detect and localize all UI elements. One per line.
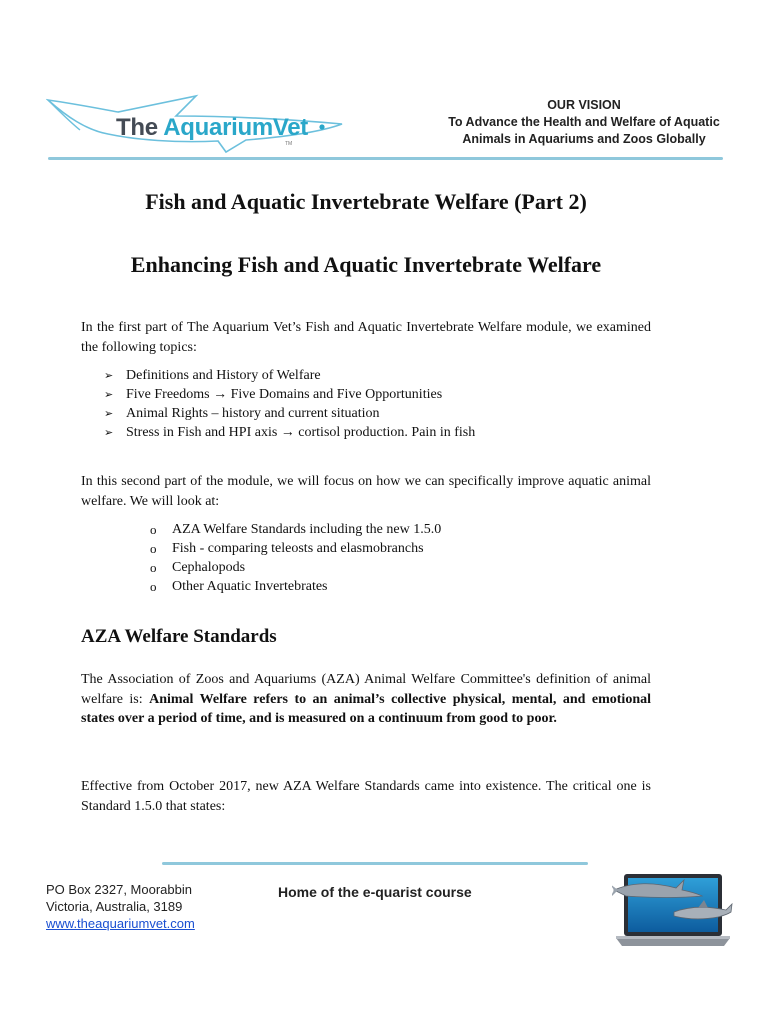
list-item: ➢ Definitions and History of Welfare	[104, 368, 321, 383]
list-item: o Other Aquatic Invertebrates	[150, 579, 328, 594]
address-line-1: PO Box 2327, Moorabbin	[46, 882, 192, 897]
logo-wordmark	[116, 114, 308, 142]
document-title: Fish and Aquatic Invertebrate Welfare (Part 2)	[145, 189, 587, 214]
website-link[interactable]: www.theaquariumvet.com	[46, 916, 195, 931]
list-item: o Fish - comparing teleosts and elasmobranchs	[150, 541, 424, 556]
vision-heading: OUR VISION	[547, 98, 621, 112]
focus-list	[150, 520, 441, 596]
header-divider	[48, 157, 723, 160]
list-item: o AZA Welfare Standards including the new 1.5.0	[150, 522, 442, 537]
postal-address	[46, 881, 195, 932]
definition-bold: Animal Welfare refers to an animal’s collective physical, mental, and emotional states over a period of time, and is measured on a continuum from good to poor.	[81, 691, 651, 726]
logo-word-brand: AquariumVet	[163, 114, 308, 141]
logo-word-the: The	[116, 114, 158, 141]
intro-paragraph: In the first part of The Aquarium Vet’s Fish and Aquatic Invertebrate Welfare module, we examined the following topics:	[81, 320, 651, 355]
definition-paragraph	[81, 670, 651, 729]
arrow-bullet-icon: ➢	[104, 369, 114, 382]
aquarium-vet-logo	[46, 86, 366, 158]
circle-bullet-icon: o	[150, 579, 157, 594]
list-item: ➢ Five Freedoms → Five Domains and Five Opportunities	[104, 387, 443, 402]
effective-paragraph: Effective from October 2017, new AZA Welfare Standards came into existence. The critical one is Standard 1.5.0 that states:	[81, 779, 651, 814]
list-item: o Cephalopods	[150, 560, 246, 575]
section-heading-aza: AZA Welfare Standards	[81, 626, 277, 647]
circle-bullet-icon: o	[150, 541, 157, 556]
footer-tagline: Home of the e-quarist course	[278, 884, 472, 900]
arrow-bullet-icon: ➢	[104, 388, 114, 401]
circle-bullet-icon: o	[150, 560, 157, 575]
arrow-bullet-icon: ➢	[104, 426, 114, 439]
vision-line-2: Animals in Aquariums and Zoos Globally	[462, 132, 706, 146]
laptop-icon	[612, 868, 734, 950]
address-line-2: Victoria, Australia, 3189	[46, 899, 183, 914]
vision-statement	[434, 97, 734, 148]
vision-line-1: To Advance the Health and Welfare of Aquatic	[448, 115, 720, 129]
definition-lead: The Association of Zoos and Aquariums (AZA) Animal Welfare Committee's definition of animal welfare is:	[81, 672, 651, 707]
arrow-bullet-icon: ➢	[104, 407, 114, 420]
second-part-paragraph: In this second part of the module, we will focus on how we can specifically improve aquatic animal welfare. We will look at:	[81, 474, 651, 509]
document-subtitle: Enhancing Fish and Aquatic Invertebrate Welfare	[130, 252, 602, 277]
topics-list	[104, 366, 475, 442]
list-item: ➢ Animal Rights – history and current situation	[104, 406, 380, 421]
circle-bullet-icon: o	[150, 522, 157, 537]
logo-trademark: TM	[285, 141, 293, 147]
list-item: ➢ Stress in Fish and HPI axis → cortisol production. Pain in fish	[104, 425, 476, 440]
laptop-with-sharks-image	[612, 868, 734, 950]
footer-divider	[162, 862, 588, 865]
